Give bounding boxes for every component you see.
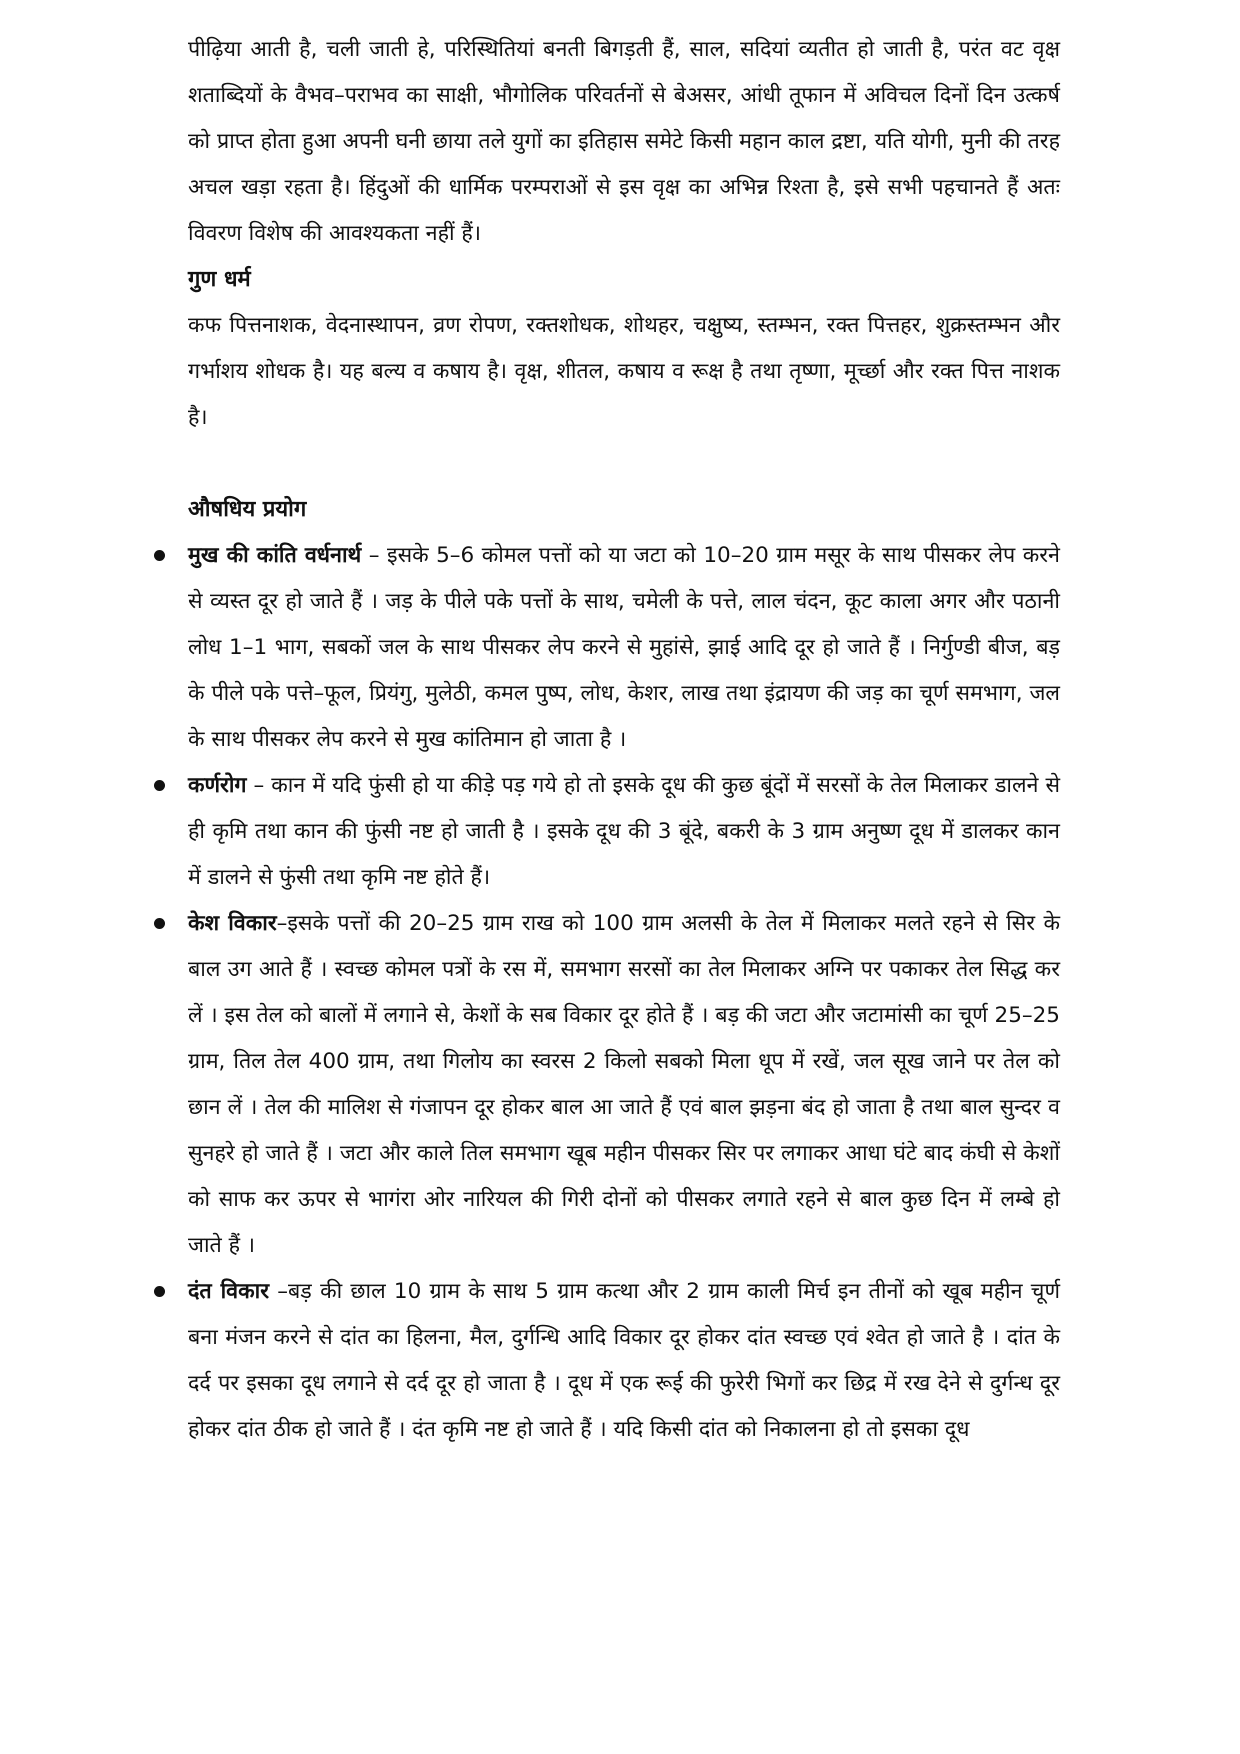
- list-item: [188, 533, 1060, 763]
- usage-list: [188, 533, 1060, 1453]
- list-item: [188, 901, 1060, 1269]
- list-item-term: मुख की कांति वर्धनार्थ: [188, 543, 362, 568]
- list-item-text: –इसके पत्तों की 20–25 ग्राम राख को 100 ग्राम अलसी के तेल में मिलाकर मलते रहने से सिर के बाल उग आते हैं । स्वच्छ कोमल पत्रों के रस में, समभाग सरसों का तेल मिलाकर अग्नि पर पकाकर तेल सिद्ध कर लें । इस तेल को बालों में लगाने से, केशों के सब विकार दूर होते हैं । बड़ की जटा और जटामांसी का चूर्ण 25–25 ग्राम, तिल तेल 400 ग्राम, तथा गिलोय का स्वरस 2 किलो सबको मिला धूप में रखें, जल सूख जाने पर तेल को छान लें । तेल की मालिश से गंजापन दूर होकर बाल आ जाते हैं एवं बाल झड़ना बंद हो जाता है तथा बाल सुन्दर व सुनहरे हो जाते हैं । जटा और काले तिल समभाग खूब महीन पीसकर सिर पर लगाकर आधा घंटे बाद कंघी से केशों को साफ कर ऊपर से भागंरा ओर नारियल की गिरी दोनों को पीसकर लगाते रहने से बाल कुछ दिन में लम्बे हो जाते हैं ।: [188, 911, 1060, 1258]
- list-item-term: दंत विकार: [188, 1279, 269, 1304]
- bullet-icon: [154, 1286, 165, 1297]
- list-item-term: केश विकार: [188, 911, 277, 936]
- list-item: [188, 1269, 1060, 1453]
- properties-paragraph: कफ पित्तनाशक, वेदनास्थापन, व्रण रोपण, रक्तशोधक, शोथहर, चक्षुष्य, स्तम्भन, रक्त पित्तहर, शुक्रस्तम्भन और गर्भाशय शोधक है। यह बल्य व कषाय है। वृक्ष, शीतल, कषाय व रूक्ष है तथा तृष्णा, मूर्च्छा और रक्त पित्त नाशक है।: [188, 313, 1060, 430]
- bullet-icon: [154, 550, 165, 561]
- list-item: [188, 763, 1060, 901]
- bullet-icon: [154, 780, 165, 791]
- list-item-text: – कान में यदि फुंसी हो या कीड़े पड़ गये हो तो इसके दूध की कुछ बूंदों में सरसों के तेल मिलाकर डालने से ही कृमि तथा कान की फुंसी नष्ट हो जाती है । इसके दूध की 3 बूंदे, बकरी के 3 ग्राम अनुष्ण दूध में डालकर कान में डालने से फुंसी तथा कृमि नष्ट होते हैं।: [188, 773, 1060, 890]
- usage-heading: औषधिय प्रयोग: [188, 497, 307, 522]
- intro-paragraph: पीढ़िया आती है, चली जाती हे, परिस्थितियां बनती बिगड़ती हैं, साल, सदियां व्यतीत हो जाती है, परंत वट वृक्ष शताब्दियों के वैभव–पराभव का साक्षी, भौगोलिक परिवर्तनों से बेअसर, आंधी तूफान में अविचल दिनों दिन उत्कर्ष को प्राप्त होता हुआ अपनी घनी छाया तले युगों का इतिहास समेटे किसी महान काल द्रष्टा, यति योगी, मुनी की तरह अचल खड़ा रहता है। हिंदुओं की धार्मिक परम्पराओं से इस वृक्ष का अभिन्न रिश्ता है, इसे सभी पहचानते हैं अतः विवरण विशेष की आवश्यकता नहीं हैं।: [188, 37, 1060, 246]
- list-item-text: – इसके 5–6 कोमल पत्तों को या जटा को 10–20 ग्राम मसूर के साथ पीसकर लेप करने से व्यस्त दूर हो जाते हैं । जड़ के पीले पके पत्तों के साथ, चमेली के पत्ते, लाल चंदन, कूट काला अगर और पठानी लोध 1–1 भाग, सबकों जल के साथ पीसकर लेप करने से मुहांसे, झाई आदि दूर हो जाते हैं । निर्गुण्डी बीज, बड़ के पीले पके पत्ते–फूल, प्रियंगु, मुलेठी, कमल पुष्प, लोध, केशर, लाख तथा इंद्रायण की जड़ का चूर्ण समभाग, जल के साथ पीसकर लेप करने से मुख कांतिमान हो जाता है ।: [188, 543, 1060, 752]
- document-page: [188, 27, 1060, 1453]
- bullet-icon: [154, 918, 165, 929]
- section-spacer: [188, 441, 1060, 487]
- list-item-term: कर्णरोग: [188, 773, 247, 798]
- list-item-text: –बड़ की छाल 10 ग्राम के साथ 5 ग्राम कत्था और 2 ग्राम काली मिर्च इन तीनों को खूब महीन चूर्ण बना मंजन करने से दांत का हिलना, मैल, दुर्गन्धि आदि विकार दूर होकर दांत स्वच्छ एवं श्वेत हो जाते है । दांत के दर्द पर इसका दूध लगाने से दर्द दूर हो जाता है । दूध में एक रूई की फुरेरी भिगों कर छिद्र में रख देने से दुर्गन्ध दूर होकर दांत ठीक हो जाते हैं । दंत कृमि नष्ट हो जाते हैं । यदि किसी दांत को निकालना हो तो इसका दूध: [188, 1279, 1060, 1442]
- properties-heading: गुण धर्म: [188, 267, 251, 292]
